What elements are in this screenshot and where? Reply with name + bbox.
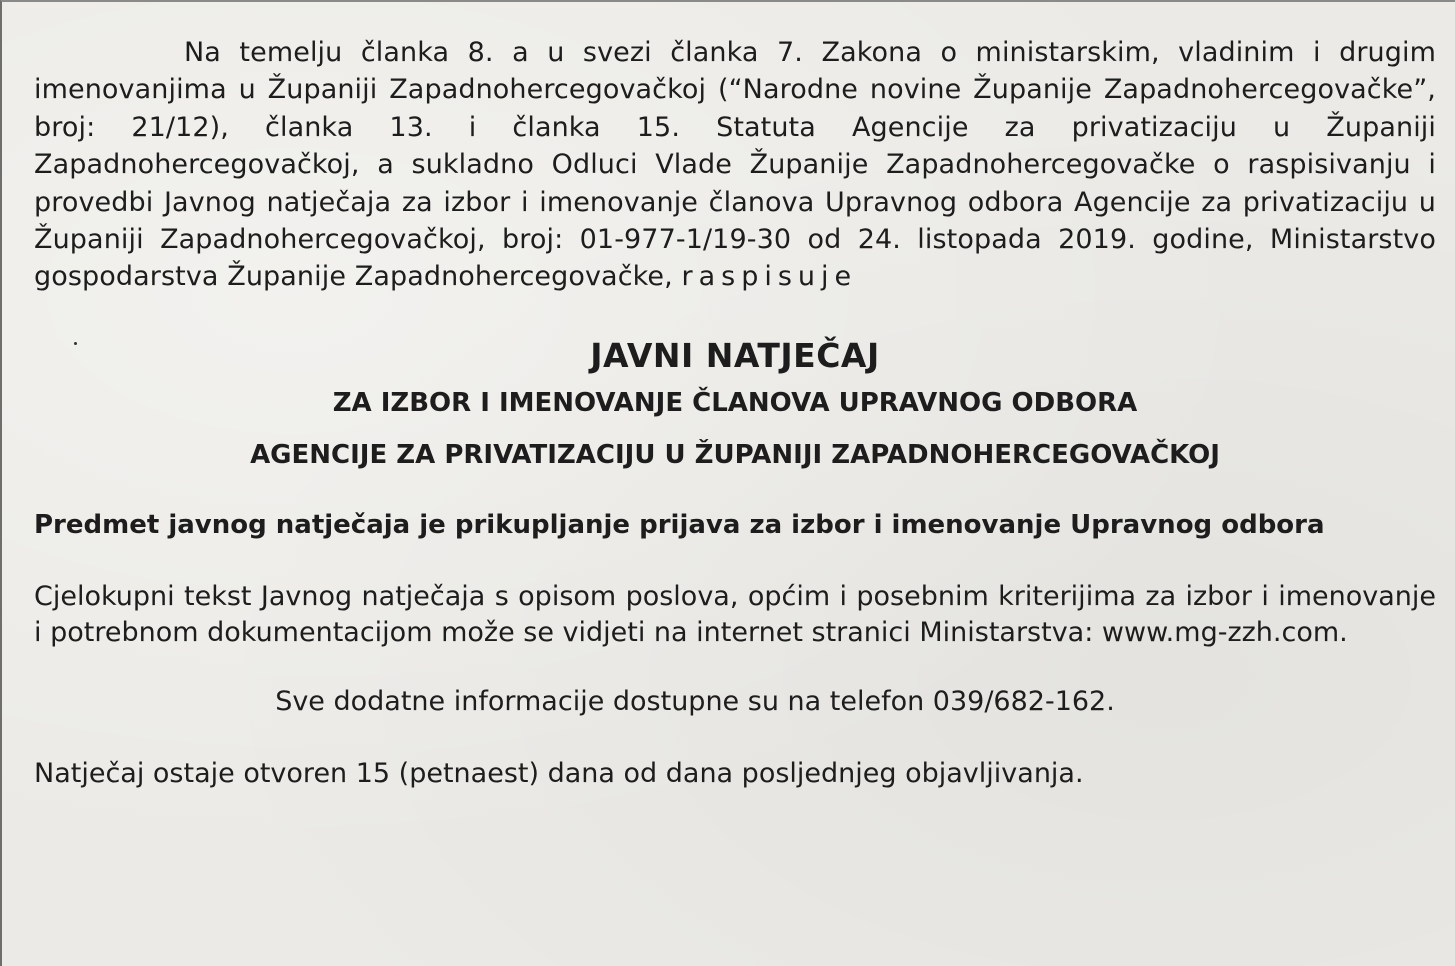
notice-subtitle-1: ZA IZBOR I IMENOVANJE ČLANOVA UPRAVNOG ODBORA [332,387,1138,418]
notice-content [34,34,1436,792]
notice-subtitle-2: AGENCIJE ZA PRIVATIZACIJU U ŽUPANIJI ZAPADNOHERCEGOVAČKOJ [250,439,1220,470]
closing-paragraph: Natječaj ostaje otvoren 15 (petnaest) dana od dana posljednjeg objavljivanja. [34,757,1084,789]
subject-paragraph: Predmet javnog natječaja je prikupljanje prijava za izbor i imenovanje Upravnog odbora [34,509,1325,540]
intro-text: Na temelju članka 8. a u svezi članka 7. Zakona o ministarskim, vladinim i drugim imenovanjima u Županiji Zapadnohercegovačkoj (“Narodne novine Županije Zapadnohercegovačke”, broj: 21/12), članka 13. i članka 15. Statuta Agencije za privatizaciju u Županiji Zapadnohercegovačkoj, a sukladno Odluci Vlade Županije Zapadnohercegovačke o raspisivanju i provedbi Javnog natječaja za izbor i imenovanje članova Upravnog odbora Agencije za privatizaciju u Županiji Zapadnohercegovačkoj, broj: 01-977-1/19-30 od 24. listopada 2019. godine, Ministarstvo gospodarstva Županije Zapadnohercegovačke, [34,37,1436,293]
intro-verb: raspisuje [681,261,858,293]
info-paragraph: Sve dodatne informacije dostupne su na telefon 039/682-162. [275,685,1115,717]
full-text-paragraph: Cjelokupni tekst Javnog natječaja s opisom poslova, općim i posebnim kriterijima za izbor i imenovanje i potrebnom dokumentacijom može se vidjeti na internet stranici Ministarstva: www.mg-zzh.com. [34,580,1436,649]
notice-title: JAVNI NATJEČAJ [590,335,880,375]
print-speck [74,342,77,345]
intro-paragraph [34,34,1436,296]
